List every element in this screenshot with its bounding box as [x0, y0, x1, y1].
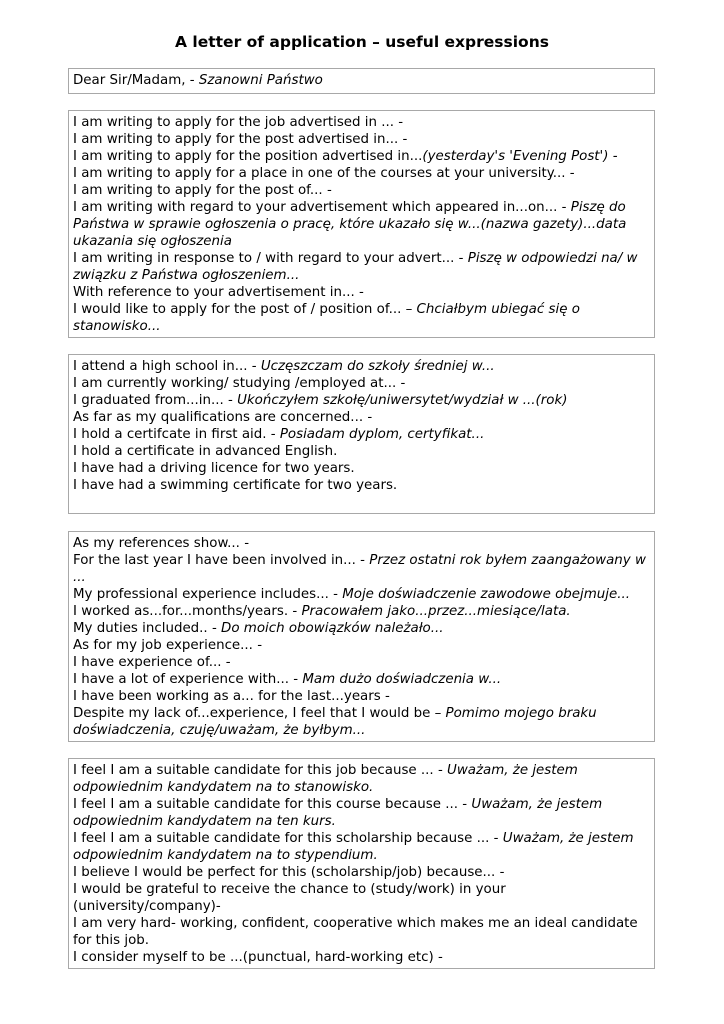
polish-translation: Do moich obowiązków należało... — [221, 621, 444, 636]
english-phrase: I have experience of... - — [73, 655, 231, 670]
english-phrase: My duties included.. - — [73, 621, 222, 636]
phrase-line — [73, 358, 650, 375]
polish-translation: Uważam, że jestem odpowiednim kandydatem na ten kurs. — [73, 797, 603, 829]
phrase-line — [73, 460, 650, 477]
english-phrase: As for my job experience... - — [73, 638, 263, 653]
phrase-line — [73, 199, 650, 250]
phrase-line — [73, 250, 650, 284]
document-title: A letter of application – useful expressions — [175, 33, 549, 51]
english-phrase: I am writing to apply for the post advertised in... - — [73, 132, 408, 147]
english-phrase: I am writing to apply for a place in one of the courses at your university... - — [73, 166, 575, 181]
phrase-line — [73, 131, 650, 148]
polish-translation: Przez ostatni rok byłem zaangażowany w ... — [73, 553, 646, 585]
polish-translation: Uważam, że jestem odpowiednim kandydatem na to stypendium. — [73, 831, 634, 863]
polish-translation: Mam dużo doświadczenia w... — [302, 672, 502, 687]
polish-translation: Piszę w odpowiedzi na/ w związku z Państwa ogłoszeniem... — [73, 251, 638, 283]
polish-translation: Szanowni Państwo — [198, 73, 323, 88]
english-phrase: I am writing to apply for the job advertised in ... - — [73, 115, 404, 130]
english-phrase: I graduated from...in... - — [73, 393, 238, 408]
applying-phrases-box — [68, 110, 655, 338]
phrase-line — [73, 301, 650, 335]
english-phrase: I feel I am a suitable candidate for this course because ... - — [73, 797, 472, 812]
polish-translation: Posiadam dyplom, certyfikat... — [279, 427, 485, 442]
polish-translation: Moje doświadczenie zawodowe obejmuje... — [342, 587, 630, 602]
english-phrase: As far as my qualifications are concerned... - — [73, 410, 373, 425]
polish-translation: Uczęszczam do szkoły średniej w... — [260, 359, 495, 374]
phrase-line — [73, 148, 650, 165]
english-phrase: For the last year I have been involved in... - — [73, 553, 370, 568]
english-phrase: Despite my lack of...experience, I feel that I would be – — [73, 706, 446, 721]
phrase-line — [73, 552, 650, 586]
english-phrase: I attend a high school in... - — [73, 359, 261, 374]
experience-phrases-box — [68, 531, 655, 742]
english-phrase: I would like to apply for the post of / position of... – — [73, 302, 417, 317]
phrase-line — [73, 830, 650, 864]
phrase-line — [73, 915, 650, 949]
english-phrase: I hold a certificate in advanced English. — [73, 444, 338, 459]
phrase-line — [73, 114, 650, 131]
phrase-line — [73, 409, 650, 426]
greeting-box — [68, 68, 655, 94]
english-phrase: I would be grateful to receive the chance to (study/work) in your (university/company)- — [73, 882, 506, 914]
phrase-line — [73, 881, 650, 915]
english-phrase: I am currently working/ studying /employed at... - — [73, 376, 406, 391]
english-phrase: I hold a certifcate in first aid. - — [73, 427, 280, 442]
phrase-line — [73, 72, 650, 89]
polish-translation: Piszę do Państwa w sprawie ogłoszenia o pracę, które ukazało się w...(nazwa gazety)...data ukazania się ogłoszenia — [73, 200, 627, 249]
english-phrase: Dear Sir/Madam, - — [73, 73, 199, 88]
english-phrase: I am writing in response to / with regard to your advert... - — [73, 251, 468, 266]
polish-translation: Pomimo mojego braku doświadczenia, czuję/uważam, że byłbym... — [73, 706, 597, 738]
phrase-line — [73, 688, 650, 705]
education-phrases-box — [68, 354, 655, 514]
english-phrase: I have been working as a... for the last...years - — [73, 689, 390, 704]
phrase-line — [73, 671, 650, 688]
phrase-line — [73, 375, 650, 392]
phrase-line — [73, 762, 650, 796]
english-phrase: I consider myself to be ...(punctual, hard-working etc) - — [73, 950, 443, 965]
suitability-phrases-box — [68, 758, 655, 969]
phrase-line — [73, 864, 650, 881]
phrase-line — [73, 705, 650, 739]
phrase-line — [73, 284, 650, 301]
polish-translation: Pracowałem jako...przez...miesiące/lata. — [301, 604, 571, 619]
phrase-line — [73, 603, 650, 620]
phrase-line — [73, 535, 650, 552]
phrase-line — [73, 165, 650, 182]
phrase-line — [73, 392, 650, 409]
english-phrase: I have had a driving licence for two years. — [73, 461, 355, 476]
english-phrase: I believe I would be perfect for this (scholarship/job) because... - — [73, 865, 505, 880]
phrase-line — [73, 443, 650, 460]
phrase-line — [73, 620, 650, 637]
polish-translation: (yesterday's 'Evening Post') - — [422, 149, 618, 164]
english-phrase: I am writing to apply for the position advertised in... — [73, 149, 423, 164]
english-phrase: As my references show... - — [73, 536, 250, 551]
polish-translation: Ukończyłem szkołę/uniwersytet/wydział w ...(rok) — [237, 393, 568, 408]
phrase-line — [73, 637, 650, 654]
phrase-line — [73, 796, 650, 830]
english-phrase: I am very hard- working, confident, cooperative which makes me an ideal candidate for this job. — [73, 916, 638, 948]
phrase-line — [73, 654, 650, 671]
phrase-line — [73, 182, 650, 199]
english-phrase: I am writing to apply for the post of... - — [73, 183, 332, 198]
english-phrase: I feel I am a suitable candidate for this job because ... - — [73, 763, 448, 778]
english-phrase: I have had a swimming certificate for two years. — [73, 478, 398, 493]
english-phrase: With reference to your advertisement in... - — [73, 285, 364, 300]
english-phrase: I have a lot of experience with... - — [73, 672, 303, 687]
english-phrase: I feel I am a suitable candidate for this scholarship because ... - — [73, 831, 503, 846]
polish-translation: Uważam, że jestem odpowiednim kandydatem na to stanowisko. — [73, 763, 578, 795]
english-phrase: My professional experience includes... - — [73, 587, 343, 602]
phrase-line — [73, 586, 650, 603]
polish-translation: Chciałbym ubiegać się o stanowisko... — [73, 302, 580, 334]
phrase-line — [73, 477, 650, 494]
english-phrase: I worked as...for...months/years. - — [73, 604, 302, 619]
english-phrase: I am writing with regard to your advertisement which appeared in...on... - — [73, 200, 571, 215]
phrase-line — [73, 949, 650, 966]
phrase-line — [73, 426, 650, 443]
